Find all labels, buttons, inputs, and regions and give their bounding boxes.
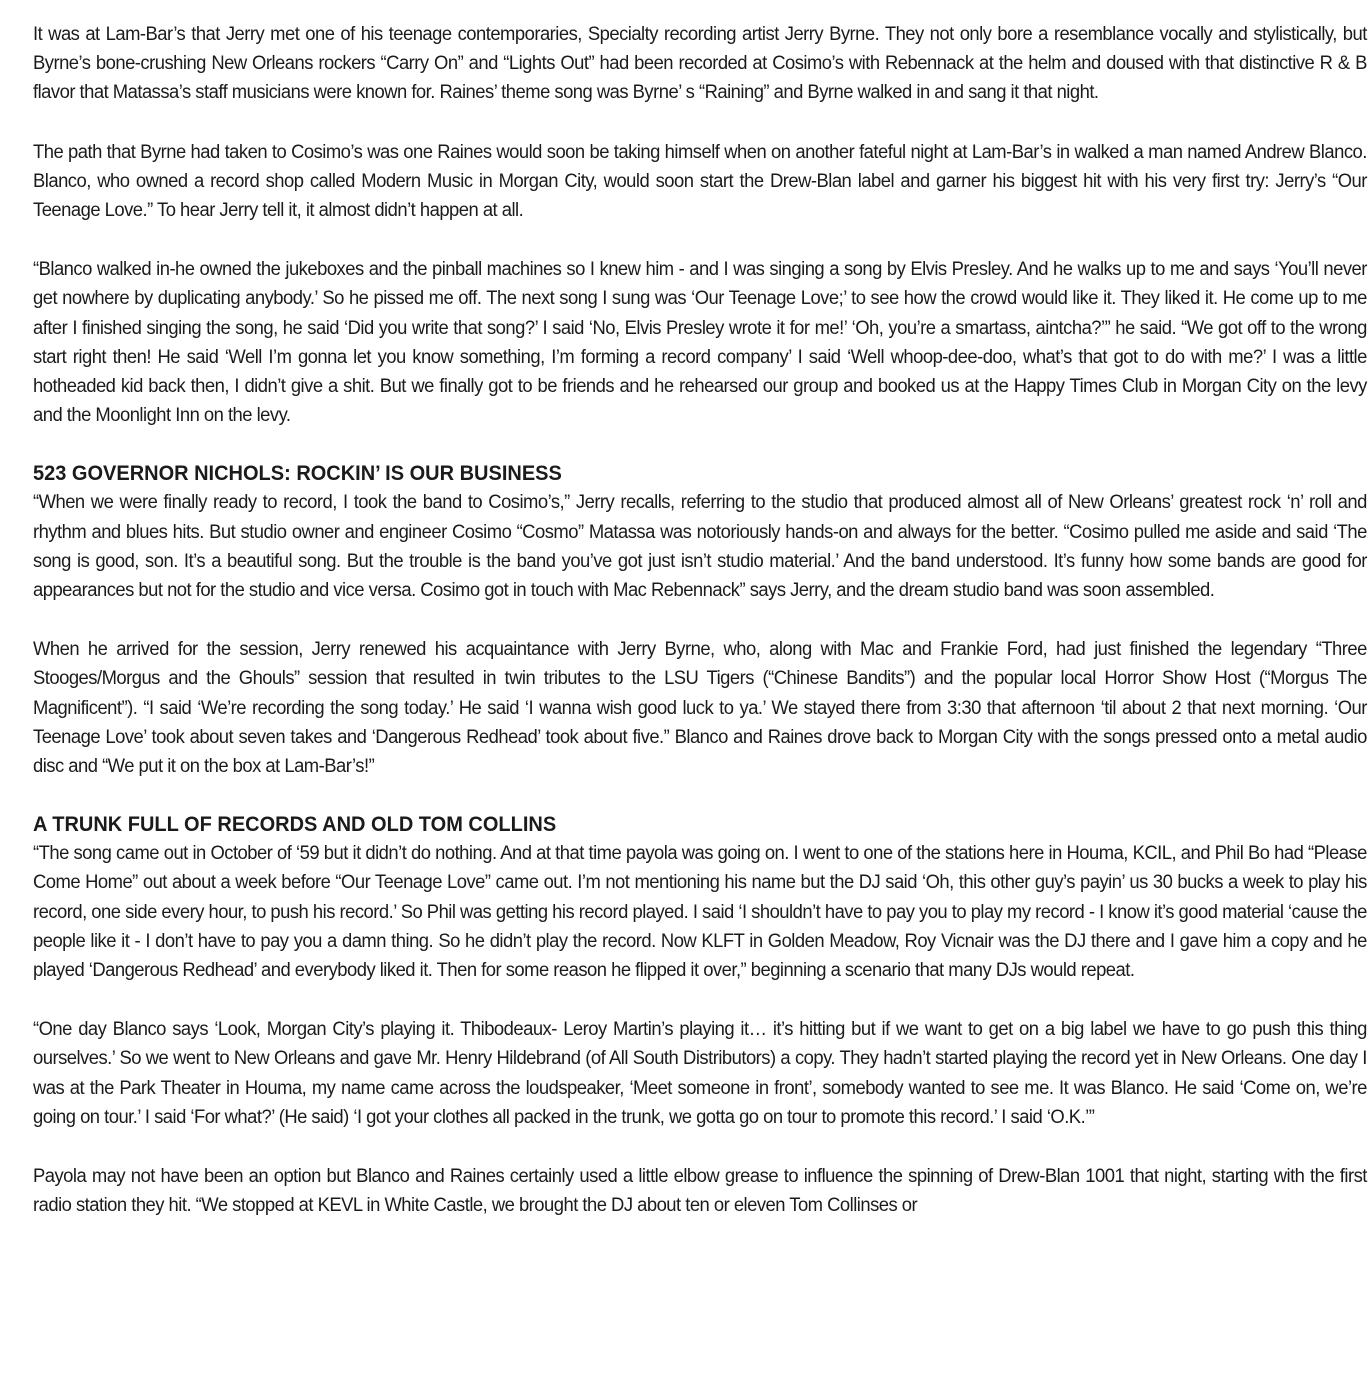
paragraph-blanco-quote: “Blanco walked in-he owned the jukeboxes and the pinball machines so I knew him - and I was singing a song by Elvis Presley. And he walks up to me and says ‘You’ll never get nowhere by duplicating anybody.’ So he pissed me off. The next song I sung was ‘Our Teenage Love;’ to see how the crowd would like it. They liked it. He come up to me after I finished singing the song, he said ‘Did you write that song?’ I said ‘No, Elvis Presley wrote it for me!’ ‘Oh, you’re a smartass, aintcha?’” he said. “We got off to the wrong start right then! He said ‘Well I’m gonna let you know something, I’m forming a record company’ I said ‘Well whoop-dee-doo, what’s that got to do with me?’ I was a little hotheaded kid back then, I didn’t give a shit. But we finally got to be friends and he rehearsed our group and booked us at the Happy Times Club in Morgan City on the levy and the Moonlight Inn on the levy. (33, 258, 1367, 427)
section-trunk-full-of-records (33, 810, 1367, 1220)
paragraph-going-on-tour: “One day Blanco says ‘Look, Morgan City’s playing it. Thibodeaux- Leroy Martin’s playing it… it’s hitting but if we want to get on a big label we have to go push this thing ourselves.’ So we went to New Orleans and gave Mr. Henry Hildebrand (of All South Distributors) a copy. They hadn’t started playing the record yet in New Orleans. One day I was at the Park Theater in Houma, my name came across the loudspeaker, ‘Meet someone in front’, somebody wanted to see me. It was Blanco. He said ‘Come on, we’re going on tour.’ I said ‘For what?’ (He said) ‘I got your clothes all packed in the trunk, we gotta go on tour to promote this record.’ I said ‘O.K.’” (33, 1018, 1367, 1128)
paragraph-elbow-grease: Payola may not have been an option but Blanco and Raines certainly used a little elbow grease to influence the spinning of Drew-Blan 1001 that night, starting with the first radio station they hit. “We stopped at KEVL in White Castle, we brought the DJ about ten or eleven Tom Collinses or (33, 1165, 1367, 1217)
section-governor-nichols (33, 459, 1367, 781)
section-heading-governor-nichols: 523 GOVERNOR NICHOLS: ROCKIN’ IS OUR BUSINESS (33, 461, 562, 486)
section-heading-trunk-full-of-records: A TRUNK FULL OF RECORDS AND OLD TOM COLLINS (33, 812, 557, 837)
paragraph-jerry-byrne: It was at Lam-Bar’s that Jerry met one of his teenage contemporaries, Specialty recording artist Jerry Byrne. They not only bore a resemblance vocally and stylistically, but Byrne’s bone-crushing New Orleans rockers “Carry On” and “Lights Out” had been recorded at Cosimo’s with Rebennack at the helm and doused with that distinctive R & B flavor that Matassa’s staff musicians were known for. Raines’ theme song was Byrne’ s “Raining” and Byrne walked in and sang it that night. (33, 23, 1367, 104)
paragraph-payola: “The song came out in October of ‘59 but it didn’t do nothing. And at that time payola was going on. I went to one of the stations here in Houma, KCIL, and Phil Bo had “Please Come Home” out about a week before “Our Teenage Love” came out. I’m not mentioning his name but the DJ said ‘Oh, this other guy’s payin’ us 30 bucks a week to play his record, one side every hour, to push his record.’ So Phil was getting his record played. I said ‘I shouldn’t have to pay you to play my record - I know it’s good material ‘cause the people like it - I don’t have to pay you a damn thing. So he didn’t play the record. Now KLFT in Golden Meadow, Roy Vicnair was the DJ there and I gave him a copy and he played ‘Dangerous Redhead’ and everybody liked it. Then for some reason he flipped it over,” beginning a scenario that many DJs would repeat. (33, 842, 1367, 982)
paragraph-andrew-blanco: The path that Byrne had taken to Cosimo’s was one Raines would soon be taking himself when on another fateful night at Lam-Bar’s in walked a man named Andrew Blanco. Blanco, who owned a record shop called Modern Music in Morgan City, would soon start the Drew-Blan label and garner his biggest hit with his very first try: Jerry’s “Our Teenage Love.” To hear Jerry tell it, it almost didn’t happen at all. (33, 140, 1367, 222)
paragraph-session: When he arrived for the session, Jerry renewed his acquaintance with Jerry Byrne, who, along with Mac and Frankie Ford, had just finished the legendary “Three Stooges/Morgus and the Ghouls” session that resulted in twin tributes to the LSU Tigers (“Chinese Bandits”) and the popular local Horror Show Host (“Morgus The Magnificent”). “I said ‘We’re recording the song today.’ He said ‘I wanna wish good luck to ya.’ We stayed there from 3:30 that afternoon ‘til about 2 that next morning. ‘Our Teenage Love’ took about seven takes and ‘Dangerous Redhead’ took about five.” Blanco and Raines drove back to Morgan City with the songs pressed onto a metal audio disc and “We put it on the box at Lam-Bar’s!” (33, 638, 1367, 778)
paragraph-cosimo-studio: “When we were finally ready to record, I took the band to Cosimo’s,” Jerry recalls, referring to the studio that produced almost all of New Orleans’ greatest rock ‘n’ roll and rhythm and blues hits. But studio owner and engineer Cosimo “Cosmo” Matassa was notoriously hands-on and always for the better. “Cosimo pulled me aside and said ‘The song is good, son. It’s a beautiful song. But the trouble is the band you’ve got just isn’t studio material.’ And the band understood. It’s funny how some bands are good for appearances but not for the studio and vice versa. Cosimo got in touch with Mac Rebennack” says Jerry, and the dream studio band was soon assembled. (33, 491, 1367, 602)
